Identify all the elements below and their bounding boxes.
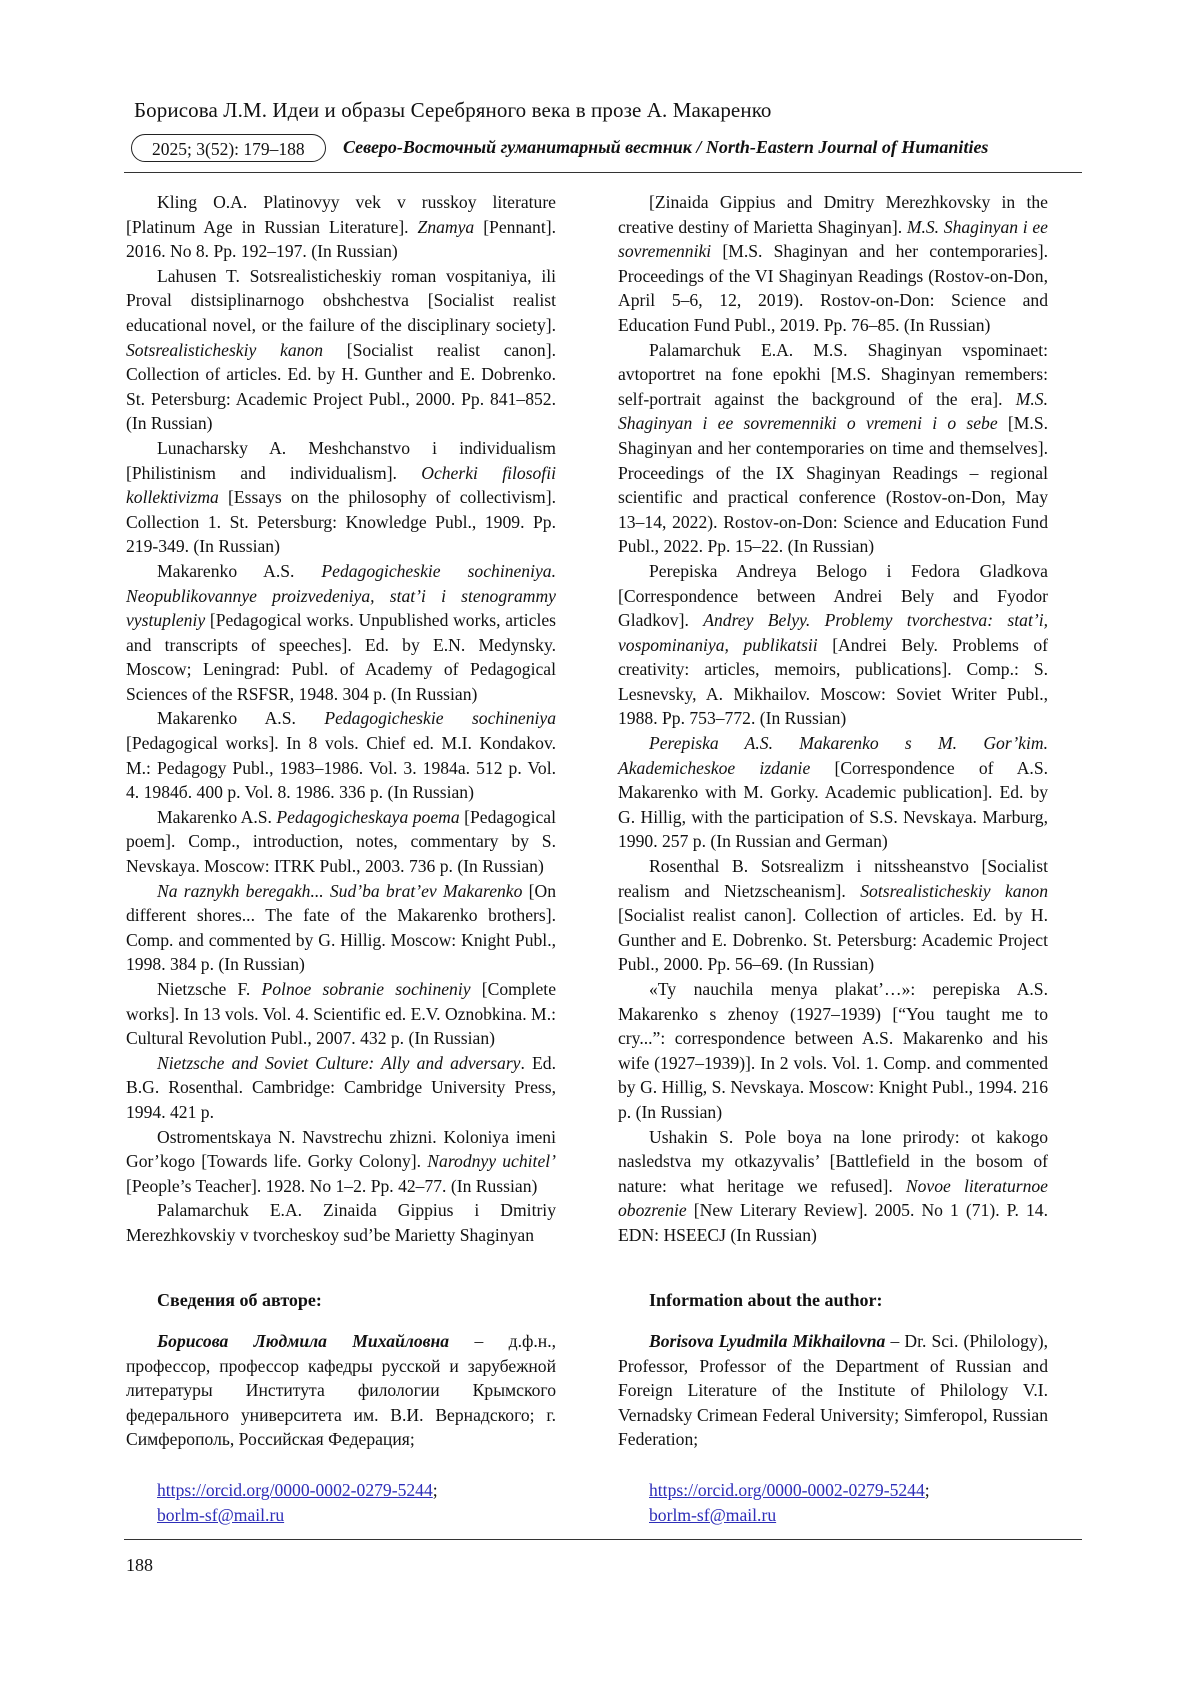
reference-title: Pedagogicheskaya poema — [276, 806, 460, 827]
reference-text: [M.S. Shaginyan and her contemporaries]. Proceedings of the VI Shaginyan Readings (Rostov-on-Don, April 5–6, 12, 2019). Rostov-on-Don: Science and Education Fund Publ., 2019. Pp. 76–85. (In Russian) — [618, 241, 1048, 335]
reference-entry — [618, 854, 1048, 977]
reference-text: [Zinaida Gippius and Dmitry Merezhkovsky in the creative destiny of Marietta Shaginyan]. — [618, 192, 1048, 237]
reference-entry — [126, 977, 556, 1051]
reference-title: Perepiska A.S. Makarenko s M. Gor’kim. Akademicheskoe izdanie — [618, 733, 1048, 778]
reference-entry — [126, 706, 556, 804]
author-links-ru: https://orcid.org/0000-0002-0279-5244; borlm-sf@mail.ru — [157, 1479, 438, 1525]
reference-text: «Ty nauchila menya plakat’…»: perepiska A.S. Makarenko s zhenoy (1927–1939) [“You taught me to cry...”: correspondence between A.S. Makarenko and his wife (1927–1939)]. In 2 vols. Vol. 1. Comp. and commented by G. Hillig, S. Nevskaya. Moscow: Knight Publ., 1994. 216 p. (In Russian) — [618, 979, 1048, 1122]
reference-text: Rosenthal B. Sotsrealizm i nitssheanstvo [Socialist realism and Nietzscheanism]. — [618, 856, 1048, 901]
reference-text: [Socialist realist canon]. Collection of articles. Ed. by H. Gunther and E. Dobrenko. St. Petersburg: Academic Project Publ., 2000. Pp. 56–69. (In Russian) — [618, 905, 1048, 975]
reference-text: [Complete works]. In 13 vols. Vol. 4. Scientific ed. E.V. Oznobkina. M.: Cultural Revolution Publ., 2007. 432 p. (In Russian) — [126, 979, 556, 1049]
email-link-en[interactable]: borlm-sf@mail.ru — [649, 1504, 777, 1525]
reference-text: Makarenko A.S. — [157, 806, 277, 827]
reference-text: Ostromentskaya N. Navstrechu zhizni. Koloniya imeni Gor’kogo [Towards life. Gorky Colony]. — [126, 1126, 556, 1172]
running-title: Борисова Л.М. Идеи и образы Серебряного века в прозе А. Макаренко — [134, 98, 772, 122]
orcid-link-en[interactable]: https://orcid.org/0000-0002-0279-5244 — [649, 1479, 925, 1500]
references-left-column — [126, 190, 556, 1248]
reference-entry — [126, 436, 556, 559]
reference-text: [Pennant]. 2016. No 8. Pp. 192–197. (In Russian) — [126, 216, 556, 262]
reference-text: [Andrei Bely. Problems of creativity: articles, memoirs, publications]. Comp.: S. Lesnevsky, A. Mikhailov. Moscow: Soviet Writer Publ., 1988. Pp. 753–772. (In Russian) — [618, 634, 1048, 729]
reference-entry — [126, 805, 556, 879]
reference-entry — [618, 559, 1048, 731]
header-divider — [124, 172, 1082, 173]
reference-title: Ocherki filosofii kollektivizma — [126, 462, 556, 508]
reference-text: [M.S. Shaginyan and her contemporaries on time and themselves]. Proceedings of the IX Shaginyan Readings – regional scientific and practical conference (Rostov-on-Don, May 13–14, 2022). Rostov-on-Don: Science and Education Fund Publ., 2022. Pp. 15–22. (In Russian) — [618, 413, 1049, 557]
reference-text: . Ed. B.G. Rosenthal. Cambridge: Cambridge University Press, 1994. 421 p. — [126, 1052, 556, 1122]
reference-entry — [126, 1125, 556, 1199]
reference-title: Nietzsche and Soviet Culture: Ally and adversary — [157, 1052, 521, 1073]
reference-text: [Pedagogical poem]. Comp., introduction, notes, commentary by S. Nevskaya. Moscow: ITRK Publ., 2003. 736 p. (In Russian) — [126, 806, 556, 877]
reference-title: Narodnyy uchitel’ — [427, 1151, 557, 1172]
reference-text: [Pedagogical works]. In 8 vols. Chief ed. M.I. Kondakov. M.: Pedagogy Publ., 1983–1986. Vol. 3. 1984a. 512 p. Vol. 4. 1984б. 400 p. Vol. 8. 1986. 336 p. (In Russian) — [126, 733, 556, 803]
author-details-en: – Dr. Sci. (Philology), Professor, Professor of the Department of Russian and Foreign Literature of the Institute of Philology V.I. Vernadsky Crimean Federal University; Simferopol, Russian Federation; — [618, 1331, 1049, 1450]
author-bio-ru — [126, 1329, 556, 1452]
reference-text: [Correspondence of A.S. Makarenko with M. Gorky. Academic publication]. Ed. by G. Hillig, with the participation of S.S. Nevskaya. Marburg, 1990. 257 p. (In Russian and German) — [618, 757, 1049, 852]
author-heading-en: Information about the author: — [649, 1290, 883, 1310]
reference-text: Makarenko A.S. — [157, 560, 322, 581]
reference-title: M.S. Shaginyan i ee sovremenniki — [618, 216, 1048, 262]
reference-entry — [126, 264, 556, 436]
reference-title: Novoe literaturnoe obozrenie — [618, 1175, 1048, 1221]
reference-text: Palamarchuk E.A. Zinaida Gippius i Dmitriy Merezhkovskiy v tvorcheskoy sud’be Marietty Shaginyan — [126, 1200, 556, 1245]
author-name-ru: Борисова Людмила Михайловна — [157, 1331, 450, 1351]
author-name-en: Borisova Lyudmila Mikhailovna — [649, 1331, 886, 1351]
reference-title: Znamya — [417, 216, 475, 237]
reference-text: [People’s Teacher]. 1928. No 1–2. Pp. 42–77. (In Russian) — [126, 1175, 538, 1196]
page-number: 188 — [126, 1555, 153, 1575]
reference-entry — [126, 879, 556, 977]
reference-entry — [126, 1051, 556, 1125]
references-right-column — [618, 190, 1048, 1248]
reference-text: Lahusen T. Sotsrealisticheskiy roman vospitaniya, ili Proval distsiplinarnogo obshchestva [Socialist realist educational novel, or the failure of the disciplinary society]. — [126, 265, 556, 335]
footer-divider — [124, 1539, 1082, 1540]
reference-title: Na raznykh beregakh... Sud’ba brat’ev Makarenko — [157, 880, 523, 901]
reference-entry — [126, 190, 556, 264]
reference-text: [New Literary Review]. 2005. No 1 (71). P. 14. EDN: HSEECJ (In Russian) — [618, 1200, 1048, 1245]
reference-entry — [618, 190, 1048, 338]
reference-entry — [126, 1198, 556, 1247]
reference-title: M.S. Shaginyan i ee sovremenniki o vremeni i o sebe — [618, 388, 1048, 434]
reference-text: Palamarchuk E.A. M.S. Shaginyan vspominaet: avtoportret na fone epokhi [M.S. Shaginyan remembers: self-portrait against the background of the era]. — [618, 339, 1048, 409]
reference-title: Sotsrealisticheskiy kanon — [860, 880, 1048, 901]
reference-entry — [618, 1125, 1048, 1248]
reference-title: Andrey Belyy. Problemy tvorchestva: stat’i, vospominaniya, publikatsii — [618, 610, 1048, 655]
reference-text: [On different shores... The fate of the Makarenko brothers]. Comp. and commented by G. Hillig. Moscow: Knight Publ., 1998. 384 p. (In Russian) — [126, 880, 556, 975]
reference-entry — [618, 338, 1048, 559]
reference-text: Lunacharsky A. Meshchanstvo i individualism [Philistinism and individualism]. — [126, 437, 556, 483]
reference-entry — [618, 977, 1048, 1125]
reference-text: [Socialist realist canon]. Collection of articles. Ed. by H. Gunther and E. Dobrenko. St. Petersburg: Academic Project Publ., 2000. Pp. 841–852. (In Russian) — [126, 339, 556, 434]
author-heading-ru: Сведения об авторе: — [157, 1290, 322, 1310]
reference-title: Pedagogicheskie sochineniya. Neopublikovannye proizvedeniya, stat’i i stenogrammy vystupleniy — [126, 560, 556, 631]
reference-text: [Essays on the philosophy of collectivism]. Collection 1. St. Petersburg: Knowledge Publ., 1909. Pp. 219-349. (In Russian) — [126, 487, 556, 557]
reference-entry — [618, 731, 1048, 854]
reference-title: Sotsrealisticheskiy kanon — [126, 339, 324, 360]
reference-title: Polnoe sobranie sochineniy — [261, 979, 471, 999]
reference-text: Kling O.A. Platinovyy vek v russkoy literature [Platinum Age in Russian Literature]. — [126, 192, 556, 237]
reference-text: Makarenko A.S. — [157, 708, 325, 729]
author-links-en: https://orcid.org/0000-0002-0279-5244; borlm-sf@mail.ru — [649, 1479, 930, 1525]
author-bio-en — [618, 1329, 1048, 1452]
author-details-ru: – д.ф.н., профессор, профессор кафедры русской и зарубежной литературы Института филологии Крымского федерального университета им. В.И. Вернадского; г. Симферополь, Российская Федерация; — [126, 1331, 556, 1450]
reference-text: Ushakin S. Pole boya na lone prirody: ot kakogo nasledstva my otkazyvalis’ [Battlefield in the bosom of nature: what heritage we refused]. — [618, 1126, 1048, 1196]
reference-entry — [126, 559, 556, 707]
reference-text: Perepiska Andreya Belogo i Fedora Gladkova [Correspondence between Andrei Bely and Fyodor Gladkov]. — [618, 560, 1048, 631]
reference-title: Pedagogicheskie sochineniya — [324, 708, 556, 729]
author-info-en — [618, 1290, 1048, 1527]
issue-badge: 2025; 3(52): 179–188 — [131, 134, 326, 162]
reference-text: Nietzsche F. — [157, 979, 262, 999]
journal-title: Северо-Восточный гуманитарный вестник / North-Eastern Journal of Humanities — [343, 137, 989, 157]
orcid-link-ru[interactable]: https://orcid.org/0000-0002-0279-5244 — [157, 1479, 433, 1500]
author-info-ru — [126, 1290, 556, 1527]
email-link-ru[interactable]: borlm-sf@mail.ru — [157, 1504, 285, 1525]
reference-text: [Pedagogical works. Unpublished works, articles and transcripts of speeches]. Ed. by E.N. Medynsky. Moscow; Leningrad: Publ. of Academy of Pedagogical Sciences of the RSFSR, 1948. 304 p. (In Russian) — [126, 610, 556, 704]
